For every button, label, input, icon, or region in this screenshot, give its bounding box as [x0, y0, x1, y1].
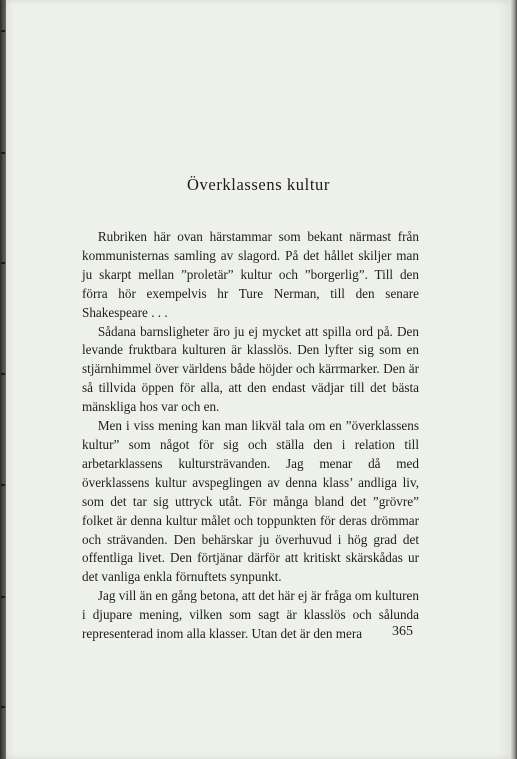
- paragraph: Men i viss mening kan man likväl tala om en ”överklassens kultur” som något för sig och ställa den i relation till arbetarklassens kultursträvanden. Jag menar då med överklassens kultur avspeglingen av denna klass’ andliga liv, som det tar sig uttryck utåt. För många bland det ”grövre” folket är denna kultur målet och toppunkten för deras drömmar och strävanden. Den behärskar ju överhuvud i hög grad det offentliga livet. Den förtjänar därför att kritiskt skärskådas ur det vanliga enkla förnuftets synpunkt.: [82, 418, 419, 585]
- chapter-title: Överklassens kultur: [187, 175, 330, 194]
- body-text: [82, 228, 419, 644]
- paragraph: Sådana barnsligheter äro ju ej mycket att spilla ord på. Den levande fruktbara kulturen är klasslös. Den lyfter sig som en stjärnhimmel över världens både höjder och kärrmarker. Den är så tillvida öppen för alla, att den endast vädjar till det bästa mänskliga hos var och en.: [82, 323, 419, 415]
- edge-mark: [1, 152, 5, 154]
- edge-mark: [1, 262, 5, 264]
- edge-mark: [1, 373, 5, 375]
- book-page-edge-right: [511, 0, 517, 759]
- edge-mark: [1, 484, 5, 486]
- paragraph: Jag vill än en gång betona, att det här ej är fråga om kulturen i djupare mening, vilken som sagt är klasslös och sålunda representerad inom alla klasser. Utan det är den mera: [82, 588, 419, 642]
- edge-mark: [1, 596, 5, 598]
- edge-mark: [1, 30, 5, 32]
- page-number: 365: [392, 624, 413, 639]
- edge-mark: [1, 706, 5, 708]
- paragraph: Rubriken här ovan härstammar som bekant närmast från kommunisternas samling av slagord. På det hållet skiljer man ju skarpt mellan ”proletär” kultur och ”borgerlig”. Till den förra hör exempelvis hr Ture Nerman, till den senare Shakespeare . . .: [82, 229, 419, 320]
